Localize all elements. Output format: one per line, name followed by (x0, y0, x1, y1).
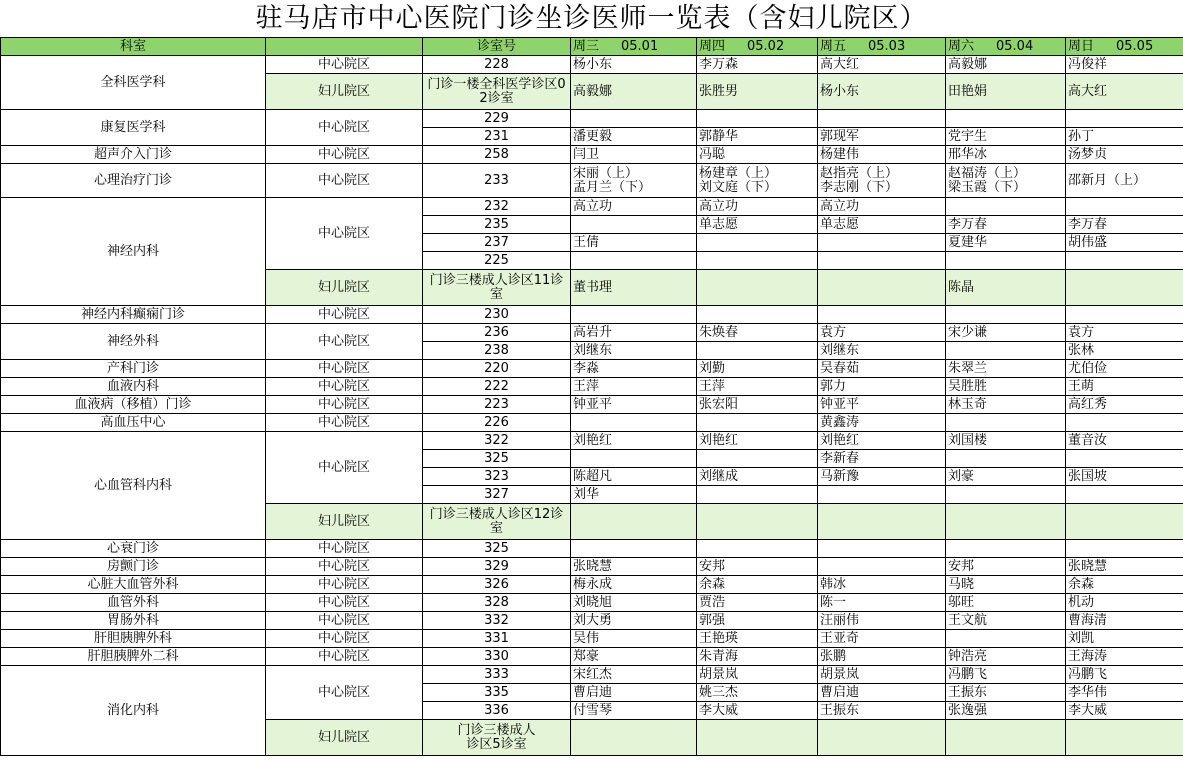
campus-cell: 中心院区 (266, 306, 423, 324)
campus-cell: 中心院区 (266, 576, 423, 594)
doctor-cell: 机动 (1066, 594, 1183, 612)
header-day-label: 周五 (820, 39, 847, 54)
doctor-cell: 梅永成 (571, 576, 697, 594)
doctor-cell (697, 486, 818, 504)
room-cell: 228 (423, 56, 571, 74)
room-cell: 门诊一楼全科医学诊区02诊室 (423, 74, 571, 110)
campus-cell: 中心院区 (266, 110, 423, 146)
doctor-cell: 田艳娟 (946, 74, 1066, 110)
doctor-cell: 潘更毅 (571, 128, 697, 146)
doctor-cell: 钟亚平 (571, 396, 697, 414)
doctor-cell: 王振东 (946, 684, 1066, 702)
doctor-cell: 高岩升 (571, 324, 697, 342)
dept-cell: 血液病（移植）门诊 (1, 396, 266, 414)
table-row (1, 558, 1183, 576)
table-row (1, 198, 1183, 216)
table-row (1, 666, 1183, 684)
doctor-cell: 姚三杰 (697, 684, 818, 702)
doctor-cell: 刘继成 (697, 468, 818, 486)
doctor-cell (818, 486, 946, 504)
doctor-cell: 杨建伟 (818, 146, 946, 164)
doctor-cell: 夏建华 (946, 234, 1066, 252)
doctor-cell: 李新春 (818, 450, 946, 468)
doctor-cell (946, 630, 1066, 648)
doctor-cell: 尤伯俭 (1066, 360, 1183, 378)
doctor-cell (946, 414, 1066, 432)
campus-cell: 妇儿院区 (266, 270, 423, 306)
campus-cell: 中心院区 (266, 432, 423, 504)
doctor-cell (818, 504, 946, 540)
doctor-cell (697, 540, 818, 558)
doctor-cell: 陈晶 (946, 270, 1066, 306)
header-day-1 (571, 38, 697, 56)
doctor-cell (818, 306, 946, 324)
doctor-cell: 李淼 (571, 360, 697, 378)
room-cell: 332 (423, 612, 571, 630)
doctor-cell: 郭力 (818, 378, 946, 396)
campus-cell: 中心院区 (266, 146, 423, 164)
room-cell: 328 (423, 594, 571, 612)
doctor-cell (1066, 270, 1183, 306)
campus-cell: 妇儿院区 (266, 504, 423, 540)
doctor-cell (946, 110, 1066, 128)
table-row (1, 432, 1183, 450)
doctor-cell: 韩冰 (818, 576, 946, 594)
doctor-cell (818, 252, 946, 270)
table-row (1, 56, 1183, 74)
doctor-cell (946, 252, 1066, 270)
dept-cell: 房颤门诊 (1, 558, 266, 576)
doctor-cell (1066, 720, 1183, 756)
room-cell: 333 (423, 666, 571, 684)
room-cell: 335 (423, 684, 571, 702)
doctor-cell: 吴伟 (571, 630, 697, 648)
doctor-cell: 张鹏 (818, 648, 946, 666)
doctor-cell (1066, 486, 1183, 504)
doctor-cell (818, 270, 946, 306)
room-cell: 222 (423, 378, 571, 396)
schedule-body (1, 56, 1183, 756)
header-dept: 科室 (1, 38, 266, 56)
doctor-cell: 高立功 (697, 198, 818, 216)
table-row (1, 594, 1183, 612)
doctor-cell (697, 270, 818, 306)
campus-cell: 中心院区 (266, 378, 423, 396)
header-day-date: 05.02 (747, 39, 785, 54)
doctor-cell: 马晓 (946, 576, 1066, 594)
dept-cell: 超声介入门诊 (1, 146, 266, 164)
dept-cell: 产科门诊 (1, 360, 266, 378)
doctor-cell: 赵福涛（上） 梁玉霞（下） (946, 164, 1066, 198)
doctor-cell: 董书理 (571, 270, 697, 306)
doctor-cell: 李万春 (1066, 216, 1183, 234)
campus-cell: 妇儿院区 (266, 720, 423, 756)
doctor-cell (571, 306, 697, 324)
dept-cell: 血管外科 (1, 594, 266, 612)
doctor-cell (946, 486, 1066, 504)
dept-cell: 心理治疗门诊 (1, 164, 266, 198)
doctor-cell: 汪丽伟 (818, 612, 946, 630)
doctor-cell (697, 110, 818, 128)
header-day-2 (697, 38, 818, 56)
doctor-cell: 邵新月（上） (1066, 164, 1183, 198)
doctor-cell: 邢华冰 (946, 146, 1066, 164)
room-cell: 门诊三楼成人诊区12诊室 (423, 504, 571, 540)
table-row (1, 630, 1183, 648)
doctor-cell: 王文航 (946, 612, 1066, 630)
doctor-cell (697, 450, 818, 468)
header-day-label: 周日 (1068, 39, 1095, 54)
header-day-4 (946, 38, 1066, 56)
doctor-cell: 张胜男 (697, 74, 818, 110)
doctor-cell (1066, 252, 1183, 270)
doctor-cell (697, 414, 818, 432)
room-cell: 258 (423, 146, 571, 164)
table-row (1, 414, 1183, 432)
doctor-cell (571, 720, 697, 756)
doctor-cell: 高大红 (818, 56, 946, 74)
doctor-cell: 高红秀 (1066, 396, 1183, 414)
doctor-cell: 孙丁 (1066, 128, 1183, 146)
doctor-cell (946, 504, 1066, 540)
doctor-cell (571, 504, 697, 540)
doctor-cell: 胡景岚 (818, 666, 946, 684)
doctor-cell: 袁方 (1066, 324, 1183, 342)
room-cell: 330 (423, 648, 571, 666)
doctor-cell: 朱焕春 (697, 324, 818, 342)
doctor-cell: 张国坡 (1066, 468, 1183, 486)
dept-cell: 心脏大血管外科 (1, 576, 266, 594)
doctor-cell (697, 720, 818, 756)
header-day-date: 05.05 (1116, 39, 1154, 54)
doctor-cell: 李万春 (946, 216, 1066, 234)
doctor-cell: 刘华 (571, 486, 697, 504)
doctor-cell: 刘凯 (1066, 630, 1183, 648)
dept-cell: 康复医学科 (1, 110, 266, 146)
dept-cell: 神经外科 (1, 324, 266, 360)
doctor-cell: 朱青海 (697, 648, 818, 666)
doctor-cell: 曹海清 (1066, 612, 1183, 630)
campus-cell: 中心院区 (266, 666, 423, 720)
campus-cell: 中心院区 (266, 648, 423, 666)
dept-cell: 高血压中心 (1, 414, 266, 432)
room-cell: 331 (423, 630, 571, 648)
doctor-cell: 张晓慧 (1066, 558, 1183, 576)
doctor-cell: 郭现军 (818, 128, 946, 146)
doctor-cell (946, 342, 1066, 360)
dept-cell: 肝胆胰脾外二科 (1, 648, 266, 666)
header-day-3 (818, 38, 946, 56)
doctor-cell (697, 342, 818, 360)
doctor-cell: 邬旺 (946, 594, 1066, 612)
room-cell: 233 (423, 164, 571, 198)
doctor-cell (1066, 414, 1183, 432)
doctor-cell: 钟亚平 (818, 396, 946, 414)
doctor-cell (697, 306, 818, 324)
page-title: 驻马店市中心医院门诊坐诊医师一览表（含妇儿院区） (255, 3, 928, 34)
doctor-cell: 曹启迪 (571, 684, 697, 702)
doctor-cell: 刘艳红 (697, 432, 818, 450)
doctor-cell: 吴胜胜 (946, 378, 1066, 396)
doctor-cell: 郭强 (697, 612, 818, 630)
doctor-cell (697, 504, 818, 540)
doctor-cell: 高立功 (571, 198, 697, 216)
doctor-cell: 胡伟盛 (1066, 234, 1183, 252)
doctor-cell: 安邦 (946, 558, 1066, 576)
header-day-5 (1066, 38, 1183, 56)
header-day-date: 05.01 (621, 39, 659, 54)
doctor-cell: 高毅娜 (571, 74, 697, 110)
dept-cell: 心衰门诊 (1, 540, 266, 558)
doctor-cell: 刘豪 (946, 468, 1066, 486)
doctor-cell: 冯鹏飞 (1066, 666, 1183, 684)
dept-cell: 肝胆胰脾外科 (1, 630, 266, 648)
doctor-cell (818, 558, 946, 576)
doctor-cell: 董音汝 (1066, 432, 1183, 450)
room-cell: 323 (423, 468, 571, 486)
doctor-cell: 高大红 (1066, 74, 1183, 110)
table-row (1, 648, 1183, 666)
doctor-cell: 陈超凡 (571, 468, 697, 486)
dept-cell: 全科医学科 (1, 56, 266, 110)
doctor-cell (818, 234, 946, 252)
doctor-cell: 黄鑫涛 (818, 414, 946, 432)
doctor-cell: 曹启迪 (818, 684, 946, 702)
doctor-cell: 李华伟 (1066, 684, 1183, 702)
doctor-cell: 袁方 (818, 324, 946, 342)
header-row (1, 38, 1183, 56)
room-cell: 327 (423, 486, 571, 504)
doctor-cell: 贾浩 (697, 594, 818, 612)
doctor-cell (571, 540, 697, 558)
room-cell: 322 (423, 432, 571, 450)
doctor-cell: 余森 (1066, 576, 1183, 594)
dept-cell: 神经内科 (1, 198, 266, 306)
doctor-cell: 李大威 (697, 702, 818, 720)
doctor-cell (818, 720, 946, 756)
dept-cell: 神经内科癫痫门诊 (1, 306, 266, 324)
doctor-cell: 刘继东 (818, 342, 946, 360)
table-row (1, 146, 1183, 164)
doctor-cell: 陈一 (818, 594, 946, 612)
campus-cell: 中心院区 (266, 414, 423, 432)
doctor-cell (1066, 450, 1183, 468)
table-row (1, 612, 1183, 630)
dept-cell: 胃肠外科 (1, 612, 266, 630)
doctor-cell: 杨建章（上） 刘文庭（下） (697, 164, 818, 198)
doctor-cell: 张林 (1066, 342, 1183, 360)
header-room: 诊室号 (423, 38, 571, 56)
doctor-cell: 党宇生 (946, 128, 1066, 146)
doctor-cell (697, 234, 818, 252)
doctor-cell: 汤梦贞 (1066, 146, 1183, 164)
doctor-cell: 刘艳红 (818, 432, 946, 450)
doctor-cell: 刘国楼 (946, 432, 1066, 450)
doctor-cell: 刘继东 (571, 342, 697, 360)
doctor-cell (697, 252, 818, 270)
doctor-cell: 郭静华 (697, 128, 818, 146)
doctor-cell (571, 216, 697, 234)
campus-cell: 中心院区 (266, 540, 423, 558)
dept-cell: 消化内科 (1, 666, 266, 756)
doctor-cell: 余森 (697, 576, 818, 594)
doctor-cell: 王萍 (571, 378, 697, 396)
table-row (1, 396, 1183, 414)
doctor-cell (1066, 110, 1183, 128)
doctor-cell: 王海涛 (1066, 648, 1183, 666)
campus-cell: 中心院区 (266, 164, 423, 198)
header-day-label: 周四 (699, 39, 726, 54)
doctor-cell: 冯鹏飞 (946, 666, 1066, 684)
room-cell: 235 (423, 216, 571, 234)
doctor-cell: 王萌 (1066, 378, 1183, 396)
doctor-cell (818, 540, 946, 558)
doctor-cell (571, 414, 697, 432)
doctor-cell: 宋红杰 (571, 666, 697, 684)
room-cell: 325 (423, 540, 571, 558)
doctor-cell: 刘大勇 (571, 612, 697, 630)
doctor-cell (946, 450, 1066, 468)
doctor-cell (571, 252, 697, 270)
room-cell: 门诊三楼成人 诊区5诊室 (423, 720, 571, 756)
doctor-cell (571, 450, 697, 468)
doctor-cell: 林玉奇 (946, 396, 1066, 414)
campus-cell: 中心院区 (266, 594, 423, 612)
doctor-cell: 刘晓旭 (571, 594, 697, 612)
doctor-cell: 冯聪 (697, 146, 818, 164)
campus-cell: 中心院区 (266, 56, 423, 74)
doctor-cell: 钟浩亮 (946, 648, 1066, 666)
doctor-cell (818, 110, 946, 128)
room-cell: 230 (423, 306, 571, 324)
room-cell: 220 (423, 360, 571, 378)
doctor-cell: 杨小东 (571, 56, 697, 74)
room-cell: 236 (423, 324, 571, 342)
doctor-cell: 郑豪 (571, 648, 697, 666)
room-cell: 326 (423, 576, 571, 594)
table-row (1, 360, 1183, 378)
doctor-cell: 刘勤 (697, 360, 818, 378)
campus-cell: 中心院区 (266, 396, 423, 414)
doctor-cell: 高立功 (818, 198, 946, 216)
doctor-cell: 张宏阳 (697, 396, 818, 414)
table-row (1, 324, 1183, 342)
table-row (1, 540, 1183, 558)
dept-cell: 心血管科内科 (1, 432, 266, 540)
schedule-table (0, 37, 1183, 756)
doctor-cell: 王亚奇 (818, 630, 946, 648)
doctor-cell: 王艳瑛 (697, 630, 818, 648)
doctor-cell: 刘艳红 (571, 432, 697, 450)
doctor-cell (946, 306, 1066, 324)
doctor-cell (946, 540, 1066, 558)
room-cell: 238 (423, 342, 571, 360)
dept-cell: 血液内科 (1, 378, 266, 396)
doctor-cell: 李大威 (1066, 702, 1183, 720)
header-day-date: 05.04 (996, 39, 1034, 54)
doctor-cell (946, 720, 1066, 756)
doctor-cell (1066, 504, 1183, 540)
doctor-cell: 单志愿 (697, 216, 818, 234)
campus-cell: 中心院区 (266, 612, 423, 630)
table-row (1, 576, 1183, 594)
header-day-label: 周三 (573, 39, 600, 54)
doctor-cell: 李万森 (697, 56, 818, 74)
doctor-cell: 高毅娜 (946, 56, 1066, 74)
table-row (1, 164, 1183, 198)
room-cell: 325 (423, 450, 571, 468)
room-cell: 223 (423, 396, 571, 414)
campus-cell: 妇儿院区 (266, 74, 423, 110)
doctor-cell: 付雪琴 (571, 702, 697, 720)
room-cell: 232 (423, 198, 571, 216)
doctor-cell: 宋丽（上） 孟月兰（下） (571, 164, 697, 198)
doctor-cell (1066, 198, 1183, 216)
doctor-cell: 闫卫 (571, 146, 697, 164)
room-cell: 225 (423, 252, 571, 270)
room-cell: 231 (423, 128, 571, 146)
room-cell: 237 (423, 234, 571, 252)
doctor-cell (571, 110, 697, 128)
doctor-cell: 张逸强 (946, 702, 1066, 720)
doctor-cell: 马新豫 (818, 468, 946, 486)
doctor-cell: 王振东 (818, 702, 946, 720)
campus-cell: 中心院区 (266, 324, 423, 360)
header-day-date: 05.03 (868, 39, 906, 54)
doctor-cell (1066, 540, 1183, 558)
room-cell: 229 (423, 110, 571, 128)
doctor-cell: 吴春茹 (818, 360, 946, 378)
doctor-cell: 王萍 (697, 378, 818, 396)
doctor-cell: 杨小东 (818, 74, 946, 110)
doctor-cell (946, 198, 1066, 216)
doctor-cell (1066, 306, 1183, 324)
doctor-cell: 王倩 (571, 234, 697, 252)
room-cell: 门诊三楼成人诊区11诊室 (423, 270, 571, 306)
table-row (1, 110, 1183, 128)
campus-cell: 中心院区 (266, 360, 423, 378)
campus-cell: 中心院区 (266, 198, 423, 270)
doctor-cell: 宋少谦 (946, 324, 1066, 342)
header-day-label: 周六 (948, 39, 975, 54)
doctor-cell: 安邦 (697, 558, 818, 576)
doctor-cell: 张晓慧 (571, 558, 697, 576)
doctor-cell: 单志愿 (818, 216, 946, 234)
campus-cell: 中心院区 (266, 558, 423, 576)
doctor-cell: 赵指亮（上） 李志刚（下） (818, 164, 946, 198)
doctor-cell: 冯俊祥 (1066, 56, 1183, 74)
doctor-cell: 朱翠兰 (946, 360, 1066, 378)
room-cell: 226 (423, 414, 571, 432)
header-campus (266, 38, 423, 56)
room-cell: 336 (423, 702, 571, 720)
campus-cell: 中心院区 (266, 630, 423, 648)
table-row (1, 378, 1183, 396)
table-row (1, 306, 1183, 324)
doctor-cell: 胡景岚 (697, 666, 818, 684)
room-cell: 329 (423, 558, 571, 576)
